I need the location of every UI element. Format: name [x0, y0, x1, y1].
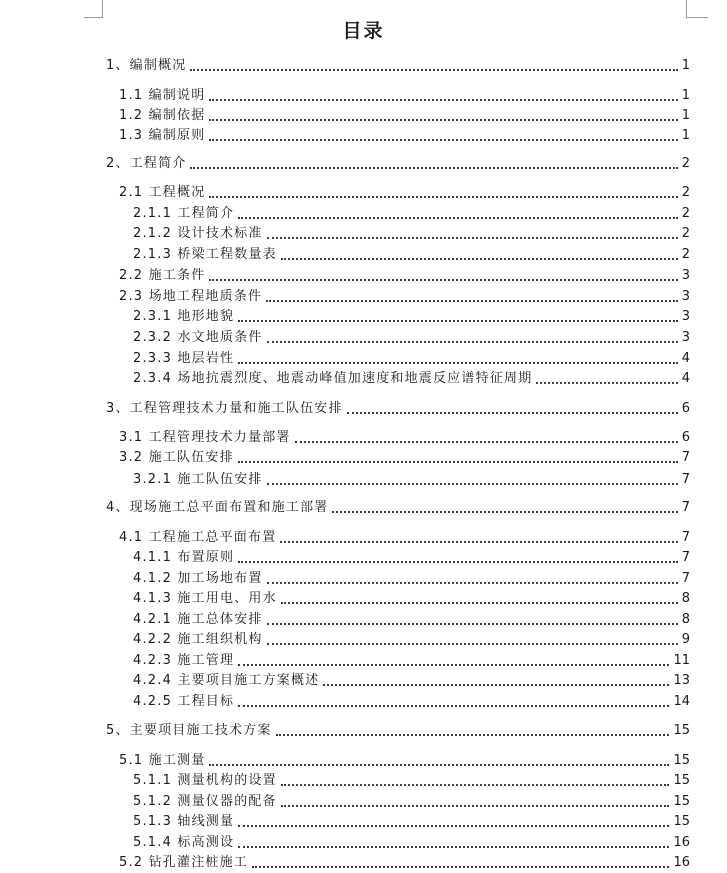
- toc-entry-page: 3: [681, 330, 690, 345]
- toc-entry-page: 15: [673, 723, 690, 738]
- toc-entry-page: 7: [681, 571, 690, 586]
- toc-entry-text: 1.3 编制原则: [119, 128, 206, 143]
- toc-entry[interactable]: [119, 749, 690, 769]
- toc-entry[interactable]: [119, 181, 690, 201]
- toc-entry-page: 13: [673, 673, 690, 688]
- dot-leader: [267, 642, 678, 645]
- toc-entry-page: 3: [681, 268, 690, 283]
- toc-entry-page: 2: [681, 226, 690, 241]
- toc-entry-text: 1.2 编制依据: [119, 108, 206, 123]
- toc-entry[interactable]: [119, 84, 690, 104]
- toc-entry[interactable]: [133, 347, 690, 367]
- toc-entry[interactable]: [119, 446, 690, 466]
- toc-entry-text: 4.2.2 施工组织机构: [133, 632, 263, 647]
- toc-entry-page: 1: [681, 128, 690, 143]
- toc-entry-page: 3: [681, 289, 690, 304]
- dot-leader: [238, 845, 669, 848]
- toc-entry[interactable]: [133, 243, 690, 263]
- dot-leader: [209, 278, 677, 281]
- toc-entry-text: 2.1.3 桥梁工程数量表: [133, 247, 277, 262]
- toc-entry[interactable]: [133, 608, 690, 628]
- dot-leader: [280, 540, 677, 543]
- dot-leader: [209, 763, 669, 766]
- toc-entry-text: 4、现场施工总平面布置和施工部署: [106, 500, 329, 515]
- dot-leader: [281, 257, 678, 260]
- dot-leader: [281, 783, 670, 786]
- page-title: 目录: [342, 20, 385, 42]
- toc-entry[interactable]: [119, 124, 690, 144]
- toc-entry[interactable]: [106, 54, 690, 74]
- toc-entry-text: 2.1 工程概况: [119, 185, 206, 200]
- toc-entry[interactable]: [133, 587, 690, 607]
- dot-leader: [190, 166, 677, 169]
- toc-entry[interactable]: [133, 810, 690, 830]
- toc-entry-text: 5、主要项目施工技术方案: [106, 723, 272, 738]
- toc-entry[interactable]: [133, 222, 690, 242]
- dot-leader: [209, 98, 677, 101]
- dot-leader: [190, 68, 677, 71]
- toc-entry-text: 1、编制概况: [106, 58, 187, 73]
- toc-entry[interactable]: [133, 546, 690, 566]
- dot-leader: [267, 236, 678, 239]
- toc-entry-page: 4: [681, 351, 690, 366]
- toc-entry[interactable]: [133, 468, 690, 488]
- toc-entry-text: 4.1.2 加工场地布置: [133, 571, 263, 586]
- toc-entry-text: 2.1.2 设计技术标准: [133, 226, 263, 241]
- toc-entry-text: 4.2.4 主要项目施工方案概述: [133, 673, 320, 688]
- toc-entry-text: 4.1 工程施工总平面布置: [119, 530, 277, 545]
- toc-entry[interactable]: [119, 851, 690, 871]
- toc-entry[interactable]: [133, 649, 690, 669]
- toc-entry[interactable]: [119, 104, 690, 124]
- toc-entry-page: 2: [681, 247, 690, 262]
- toc-entry-text: 1.1 编制说明: [119, 88, 206, 103]
- toc-entry[interactable]: [106, 152, 690, 172]
- dot-leader: [238, 824, 669, 827]
- toc-entry[interactable]: [133, 567, 690, 587]
- toc-entry[interactable]: [133, 790, 690, 810]
- toc-entry-text: 4.2.5 工程目标: [133, 694, 235, 709]
- dot-leader: [281, 804, 670, 807]
- toc-entry-text: 2、工程简介: [106, 156, 187, 171]
- toc-entry-page: 7: [681, 450, 690, 465]
- toc-entry-page: 7: [681, 530, 690, 545]
- dot-leader: [238, 663, 669, 666]
- toc-entry-page: 7: [681, 550, 690, 565]
- dot-leader: [536, 381, 677, 384]
- toc-entry[interactable]: [133, 326, 690, 346]
- dot-leader: [238, 460, 678, 463]
- dot-leader: [347, 411, 678, 414]
- toc-entry-page: 16: [673, 835, 690, 850]
- toc-entry[interactable]: [119, 285, 690, 305]
- toc-entry-page: 11: [673, 653, 690, 668]
- toc-entry-page: 2: [681, 156, 690, 171]
- toc-entry-text: 2.3.3 地层岩性: [133, 351, 235, 366]
- dot-leader: [266, 299, 678, 302]
- toc-entry-text: 5.2 钻孔灌注桩施工: [119, 855, 249, 870]
- dot-leader: [267, 581, 678, 584]
- dot-leader: [276, 733, 670, 736]
- toc-entry[interactable]: [106, 719, 690, 739]
- dot-leader: [267, 622, 678, 625]
- toc-entry-page: 6: [681, 430, 690, 445]
- toc-entry-text: 2.3.4 场地抗震烈度、地震动峰值加速度和地震反应谱特征周期: [133, 371, 533, 386]
- toc-entry[interactable]: [133, 305, 690, 325]
- toc-entry-text: 5.1.3 轴线测量: [133, 814, 235, 829]
- dot-leader: [281, 601, 678, 604]
- toc-entry-text: 3.1 工程管理技术力量部署: [119, 430, 291, 445]
- dot-leader: [332, 510, 677, 513]
- toc-entry-text: 2.1.1 工程简介: [133, 206, 235, 221]
- toc-entry[interactable]: [119, 526, 690, 546]
- toc-entry[interactable]: [133, 690, 690, 710]
- dot-leader: [267, 482, 678, 485]
- dot-leader: [209, 138, 677, 141]
- toc-entry-page: 2: [681, 185, 690, 200]
- toc-entry-page: 16: [673, 855, 690, 870]
- toc-entry-page: 8: [681, 591, 690, 606]
- toc-entry-page: 8: [681, 612, 690, 627]
- dot-leader: [238, 361, 678, 364]
- toc-entry-text: 2.3.1 地形地貌: [133, 309, 235, 324]
- dot-leader: [238, 216, 678, 219]
- toc-entry-text: 4.1.1 布置原则: [133, 550, 235, 565]
- toc-entry-page: 14: [673, 694, 690, 709]
- toc-entry-text: 3.2 施工队伍安排: [119, 450, 234, 465]
- toc-entry-text: 5.1.2 测量仪器的配备: [133, 794, 277, 809]
- dot-leader: [267, 340, 678, 343]
- toc-entry[interactable]: [133, 628, 690, 648]
- toc-entry-text: 5.1.1 测量机构的设置: [133, 773, 277, 788]
- toc-entry[interactable]: [106, 496, 690, 516]
- toc-entry-text: 2.3 场地工程地质条件: [119, 289, 263, 304]
- toc-entry[interactable]: [133, 769, 690, 789]
- toc-entry-page: 7: [681, 500, 690, 515]
- toc-entry-page: 15: [673, 773, 690, 788]
- toc-entry[interactable]: [133, 367, 690, 387]
- toc-entry-page: 1: [681, 88, 690, 103]
- toc-entry[interactable]: [119, 426, 690, 446]
- toc-entry-text: 2.2 施工条件: [119, 268, 206, 283]
- dot-leader: [238, 560, 678, 563]
- toc-entry[interactable]: [133, 669, 690, 689]
- toc-entry-page: 1: [681, 108, 690, 123]
- toc-entry-page: 15: [673, 814, 690, 829]
- dot-leader: [209, 118, 677, 121]
- toc-entry-page: 6: [681, 401, 690, 416]
- toc-entry-page: 4: [681, 371, 690, 386]
- dot-leader: [209, 195, 677, 198]
- toc-entry-page: 2: [681, 206, 690, 221]
- dot-leader: [295, 440, 678, 443]
- toc-entry-page: 15: [673, 753, 690, 768]
- toc-entry-text: 3.2.1 施工队伍安排: [133, 472, 263, 487]
- toc-entry-text: 5.1.4 标高测设: [133, 835, 235, 850]
- dot-leader: [323, 683, 669, 686]
- toc-entry-text: 5.1 施工测量: [119, 753, 206, 768]
- toc-entry-page: 15: [673, 794, 690, 809]
- toc-entry[interactable]: [119, 264, 690, 284]
- toc-entry-text: 4.2.1 施工总体安排: [133, 612, 263, 627]
- toc-entry-page: 9: [681, 632, 690, 647]
- toc-entry-page: 7: [681, 472, 690, 487]
- toc-entry[interactable]: [133, 831, 690, 851]
- toc-entry-text: 2.3.2 水文地质条件: [133, 330, 263, 345]
- dot-leader: [238, 704, 669, 707]
- toc-entry-text: 4.1.3 施工用电、用水: [133, 591, 277, 606]
- toc-entry-text: 3、工程管理技术力量和施工队伍安排: [106, 401, 343, 416]
- dot-leader: [252, 865, 669, 868]
- toc-entry[interactable]: [133, 202, 690, 222]
- toc-entry-text: 4.2.3 施工管理: [133, 653, 235, 668]
- dot-leader: [238, 319, 678, 322]
- toc-entry[interactable]: [106, 397, 690, 417]
- toc-entry-page: 3: [681, 309, 690, 324]
- toc-entry-page: 1: [681, 58, 690, 73]
